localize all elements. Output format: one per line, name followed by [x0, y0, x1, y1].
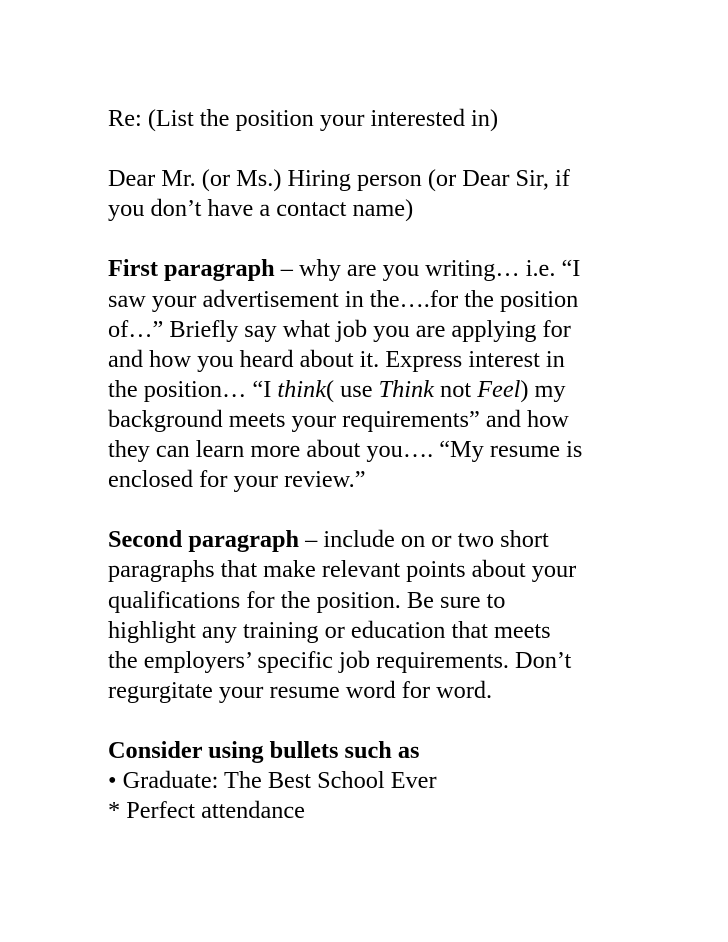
first-paragraph-line-3: of…” Briefly say what job you are applying for: [108, 315, 571, 343]
first-paragraph-line-5: [108, 375, 628, 405]
list-item: * Perfect attendance: [108, 797, 305, 825]
salutation-line-1: Dear Mr. (or Ms.) Hiring person (or Dear Sir, if: [108, 165, 570, 193]
second-paragraph-line-3: qualifications for the position. Be sure to: [108, 586, 506, 614]
second-paragraph-line-5: the employers’ specific job requirements. Don’t: [108, 646, 572, 674]
bullets-heading: Consider using bullets such as: [108, 736, 420, 764]
line-5-part-d: ) my: [520, 375, 566, 403]
first-paragraph-line-7: they can learn more about you…. “My resume is: [108, 436, 583, 464]
second-paragraph-line-4: highlight any training or education that meets: [108, 616, 551, 644]
first-paragraph-line-8: enclosed for your review.”: [108, 466, 366, 494]
word-feel-italic: Feel: [477, 375, 521, 403]
line-5-part-c: not: [433, 375, 478, 403]
bullets-section: [108, 736, 628, 826]
first-paragraph-line-1-text: – why are you writing… i.e. “I: [274, 255, 581, 283]
first-paragraph-heading: First paragraph: [108, 255, 275, 283]
salutation-paragraph: [108, 164, 628, 224]
salutation-line-2: you don’t have a contact name): [108, 195, 414, 223]
word-think-capital-italic: Think: [378, 375, 434, 403]
second-paragraph: [108, 525, 628, 706]
line-5-part-a: the position… “I: [108, 375, 278, 403]
re-line-paragraph: [108, 104, 628, 134]
letter-body: [108, 104, 628, 856]
first-paragraph-line-4: and how you heard about it. Express interest in: [108, 345, 565, 373]
first-paragraph: [108, 254, 628, 495]
second-paragraph-line-2: paragraphs that make relevant points about your: [108, 556, 577, 584]
list-item: • Graduate: The Best School Ever: [108, 767, 437, 795]
first-paragraph-line-1: [108, 254, 628, 284]
line-5-part-b: ( use: [325, 375, 379, 403]
second-paragraph-line-6: regurgitate your resume word for word.: [108, 676, 493, 704]
second-paragraph-line-1: [108, 525, 628, 555]
word-think-italic: think: [277, 375, 326, 403]
first-paragraph-line-2: saw your advertisement in the….for the position: [108, 285, 579, 313]
second-paragraph-line-1-text: – include on or two short: [299, 526, 549, 554]
second-paragraph-heading: Second paragraph: [108, 526, 300, 554]
re-line: Re: (List the position your interested in): [108, 105, 499, 132]
first-paragraph-line-6: background meets your requirements” and how: [108, 405, 569, 433]
